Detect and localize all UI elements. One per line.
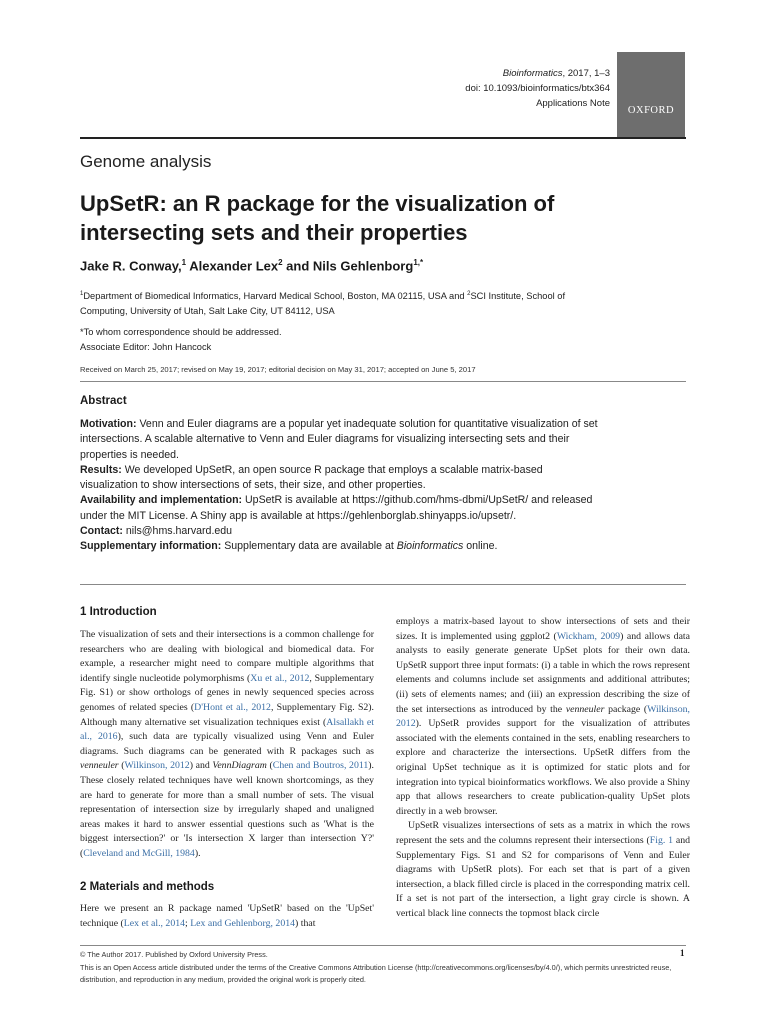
abstract-motivation — [80, 417, 600, 463]
abstract-availability — [80, 493, 600, 524]
right-column — [396, 615, 690, 921]
footer-license — [80, 949, 680, 987]
associate-editor: Associate Editor: John Hancock — [80, 342, 212, 352]
text: ( — [118, 760, 125, 772]
text: UpSetR is available at https://github.com/hms-dbmi/UpSetR/ and released under the MIT License. A Shiny app is available at https://gehlenborglab.shinyapps.io/upsetr/. — [80, 494, 593, 522]
text: online. — [463, 540, 498, 553]
author-lex: Alexander Lex — [186, 258, 279, 274]
citation-link[interactable]: Xu et al., 2012 — [250, 672, 310, 684]
label: Results: — [80, 463, 122, 476]
text: ; — [185, 917, 191, 929]
abstract-heading: Abstract — [80, 395, 127, 407]
citation-link[interactable]: Wickham, 2009 — [556, 630, 621, 642]
abstract-results — [80, 463, 600, 494]
package-name: VennDiagram — [212, 760, 267, 772]
affil-harvard: Department of Biomedical Informatics, Harvard Medical School, Boston, MA 02115, USA and — [83, 291, 468, 302]
affil-utah: SCI Institute, School of Computing, University of Utah, Salt Lake City, UT 84112, USA — [80, 291, 566, 317]
correspondence-note: *To whom correspondence should be addressed. — [80, 327, 282, 337]
citation-link[interactable]: Chen and Boutros, 2011 — [272, 760, 369, 772]
label: Availability and implementation: — [80, 494, 243, 507]
label: Supplementary information: — [80, 540, 222, 553]
label: Motivation: — [80, 418, 137, 430]
citation-link[interactable]: Alsallakh et al., 2016 — [80, 716, 374, 743]
right-paragraph-2 — [396, 819, 690, 921]
author-sup: 2 — [278, 258, 283, 267]
methods-paragraph — [80, 902, 374, 931]
abstract-supplementary — [80, 539, 600, 554]
author-conway: Jake R. Conway, — [80, 258, 182, 274]
divider — [80, 381, 686, 382]
citation-link[interactable]: Wilkinson, 2012 — [124, 760, 190, 772]
citation-link[interactable]: Cleveland and McGill, 1984 — [83, 847, 195, 859]
label: Contact: — [80, 525, 123, 538]
journal-citation — [465, 66, 610, 81]
text: ) and — [189, 760, 213, 772]
citation-link[interactable]: D'Hont et al., 2012 — [194, 701, 271, 713]
text: UpSetR visualizes intersections of sets as a matrix in which the rows represent the sets and the columns represent their intersections ( — [396, 820, 690, 846]
right-paragraph-1 — [396, 615, 690, 819]
article-title: UpSetR: an R package for the visualization of intersecting sets and their properties — [80, 191, 555, 245]
citation-link[interactable]: Lex et al., 2014 — [123, 917, 186, 929]
intro-paragraph — [80, 628, 374, 862]
text: package ( — [604, 703, 648, 715]
text: Venn and Euler diagrams are a popular yet inadequate solution for quantitative visualization of set intersections. A scalable alternative to Venn and Euler diagrams for visualizing intersecting sets and their properties is needed. — [80, 418, 598, 461]
section-label: Genome analysis — [80, 152, 212, 171]
affil-sup: 2 — [467, 291, 471, 297]
journal-name: Bioinformatics — [396, 540, 464, 553]
author-gehlenborg: and Nils Gehlenborg — [282, 258, 414, 274]
license-text: This is an Open Access article distributed under the terms of the Creative Commons Attribution License (http://creativecommons.org/licenses/by/4.0/), which permits unrestricted reuse, distribution, and reproduction in any medium, provided the original work is properly cited. — [80, 962, 672, 985]
footer-rule — [80, 945, 686, 946]
citation-link[interactable]: Lex and Gehlenborg, 2014 — [190, 917, 296, 929]
affiliations — [80, 287, 600, 319]
journal-info — [465, 66, 610, 111]
text: ), such data are typically visualized using Venn and Euler diagrams. Such diagrams can be generated with R packages such as — [80, 731, 374, 757]
oxford-logo-text: OXFORD — [627, 105, 675, 116]
correspondence-block — [80, 325, 282, 355]
text: Here we present an R package named 'UpSetR' based on the 'UpSet' technique ( — [80, 903, 374, 929]
oxford-logo — [617, 52, 685, 138]
text: ) and allows data analysts to easily generate generate UpSet plots for their own data. UpSetR support three input formats: (i) a table in which the rows represent elements and columns include set assignments and additional attributes; (ii) sets of elements names; and (iii) an expression describing the size of the set intersections as introduced by the — [396, 630, 691, 715]
text: , Supplementary Fig. S1) or show orthologs of genes in newly sequenced species across genomes of related species ( — [80, 672, 374, 713]
methods-heading: 2 Materials and methods — [80, 881, 215, 893]
article-type: Applications Note — [536, 98, 610, 109]
figure-link[interactable]: Fig. 1 — [649, 834, 674, 846]
affil-sup: 1 — [80, 291, 84, 297]
package-name: venneuler — [80, 760, 119, 772]
journal-year-pages: , 2017, 1–3 — [562, 68, 610, 79]
text: , Supplementary Fig. S2). Although many alternative set visualization techniques exist ( — [80, 701, 375, 728]
intro-heading: 1 Introduction — [80, 606, 157, 618]
journal-name: Bioinformatics — [502, 68, 563, 79]
author-sup: 1,* — [413, 258, 424, 267]
text: ). — [194, 847, 201, 859]
copyright-line: © The Author 2017. Published by Oxford University Press. — [80, 950, 268, 959]
doi: doi: 10.1093/bioinformatics/btx364 — [465, 83, 610, 94]
text: We developed UpSetR, an open source R package that employs a scalable matrix-based visualization to show intersections of sets, their size, and other properties. — [80, 463, 543, 492]
package-name: venneuler — [565, 703, 605, 715]
citation-link[interactable]: Wilkinson, 2012 — [396, 703, 690, 730]
page-number: 1 — [680, 948, 685, 958]
author-list — [80, 258, 423, 273]
text: ( — [266, 760, 273, 772]
text: ). These closely related techniques have well known shortcomings, as they are hard to generate for more than a small number of sets. The visual representation of intersection size by irregularly shaped and unaligned areas makes it hard to answer essential questions such as 'What is the biggest intersection?' or 'Is intersection X larger than intersection Y?' ( — [80, 760, 374, 859]
text: employs a matrix-based layout to show intersections of sets and their sizes. It is implemented using ggplot2 ( — [396, 616, 690, 642]
text: The visualization of sets and their intersections is a common challenge for researchers who are dealing with biological and biomedical data. For example, a researcher might need to compare multiple algorithms that identify single nucleotide polymorphisms ( — [80, 629, 374, 684]
text: Supplementary data are available at — [221, 540, 397, 553]
header-rule — [80, 137, 686, 139]
text: and Supplementary Figs. S1 and S2 for comparisons of Venn and Euler diagrams with UpSetR plots). For each set that is part of a given intersection, a black filled circle is placed in the corresponding matrix cell. If a set is not part of the intersection, a light gray circle is shown. A vertical black line connects the topmost black circle — [396, 834, 690, 919]
text: ) that — [295, 917, 316, 929]
text: ). UpSetR provides support for the visualization of attributes associated with the elements contained in the sets, enabling researchers to explore and characterize the intersections. UpSetR differs from the original UpSet technique as it is optimized for static plots and for integration into typical bioinformatics workflows. We also provide a Shiny app that allows researchers to create publication-quality UpSet plots directly in a web browser. — [396, 718, 690, 817]
abstract-contact — [80, 524, 600, 539]
received-dates: Received on March 25, 2017; revised on May 19, 2017; editorial decision on May 31, 2017; accepted on June 5, 2017 — [80, 365, 476, 374]
divider — [80, 584, 686, 585]
author-sup: 1 — [181, 258, 187, 267]
text: nils@hms.harvard.edu — [122, 525, 233, 538]
abstract-body — [80, 417, 600, 555]
